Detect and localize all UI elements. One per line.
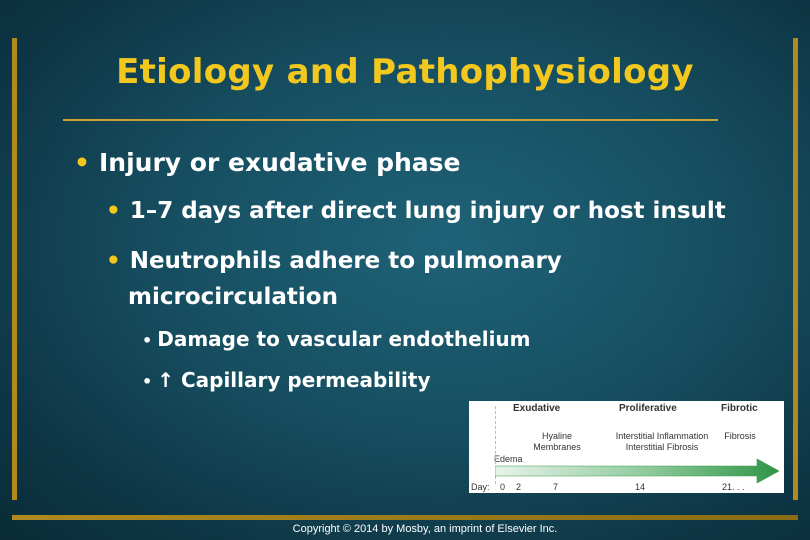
bullet-dot: • — [74, 148, 90, 177]
day-tick-7: 7 — [553, 482, 559, 492]
day-tick-0: 0 — [500, 482, 506, 492]
bullet-level1 — [74, 148, 461, 177]
bullet-level2-a — [106, 198, 726, 224]
bullet-level2-b-line2: microcirculation — [128, 284, 338, 310]
figure-label-proliferative — [593, 431, 731, 453]
bullet-level2-b-line1: Neutrophils adhere to pulmonary — [129, 248, 562, 274]
figure-header-fibrotic: Fibrotic — [721, 403, 758, 414]
day-tick-14: 14 — [635, 482, 646, 492]
bullet-dot: • — [142, 331, 153, 350]
day-tick-2: 2 — [516, 482, 522, 492]
frame-right-bar — [793, 38, 798, 500]
title-divider — [63, 119, 718, 121]
frame-left-bar — [12, 38, 17, 500]
bullet-dot: • — [106, 248, 121, 274]
figure-label-fibrosis: Fibrosis — [724, 431, 756, 441]
bullet-dot: • — [142, 372, 153, 391]
bullet-level1-text: Injury or exudative phase — [98, 148, 461, 177]
figure-day-row — [469, 482, 784, 493]
figure-header-exudative: Exudative — [513, 403, 561, 414]
figure-label-edema: Edema — [494, 454, 523, 464]
figure-label-prolif-line2: Interstitial Fibrosis — [625, 442, 699, 452]
phase-timeline-figure — [469, 401, 784, 493]
figure-label-hyaline-line1: Hyaline — [541, 431, 572, 441]
bullet-level3-a — [142, 327, 531, 351]
bullet-dot: • — [106, 198, 121, 224]
slide-title: Etiology and Pathophysiology — [116, 52, 694, 92]
figure-label-hyaline — [527, 431, 587, 453]
day-tick-21: 21. . . — [722, 482, 745, 492]
figure-header-proliferative: Proliferative — [619, 403, 677, 414]
bullet-level3-a-text: Damage to vascular endothelium — [157, 327, 531, 351]
bullet-level2-b — [106, 243, 562, 315]
bullet-level3-b-text: ↑ Capillary permeability — [157, 368, 431, 392]
bullet-level3-b — [142, 368, 431, 392]
figure-label-prolif-line1: Interstitial Inflammation — [615, 431, 709, 441]
copyright-footer: Copyright © 2014 by Mosby, an imprint of Elsevier Inc. — [292, 523, 558, 535]
day-label: Day: — [471, 482, 490, 492]
figure-label-hyaline-line2: Membranes — [533, 442, 581, 452]
frame-bottom-bar — [12, 515, 798, 520]
bullet-level2-a-text: 1–7 days after direct lung injury or host insult — [129, 198, 726, 224]
timeline-arrow — [495, 458, 780, 484]
